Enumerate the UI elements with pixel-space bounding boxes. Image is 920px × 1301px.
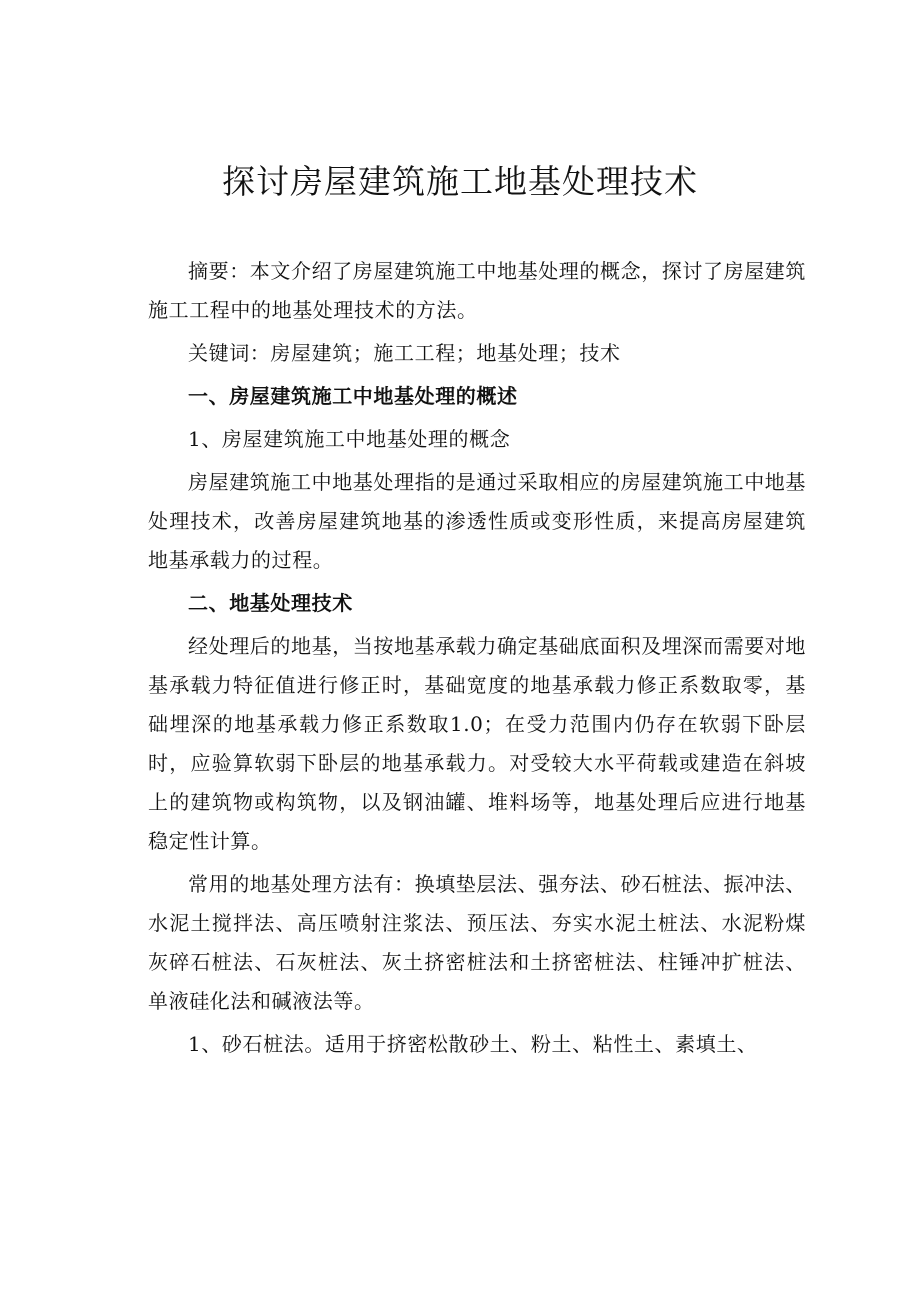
document-body — [148, 252, 806, 1068]
abstract-paragraph: 摘要：本文介绍了房屋建筑施工中地基处理的概念，探讨了房屋建筑施工工程中的地基处理技术的方法。 — [148, 259, 806, 322]
section2-heading: 二、地基处理技术 — [188, 591, 353, 615]
keywords-paragraph: 关键词：房屋建筑；施工工程；地基处理；技术 — [188, 341, 621, 365]
section1-subheading: 1、房屋建筑施工中地基处理的概念 — [188, 427, 511, 451]
section2-paragraph-1: 经处理后的地基，当按地基承载力确定基础底面积及埋深而需要对地基承载力特征值进行修正时，基础宽度的地基承载力修正系数取零，基础埋深的地基承载力修正系数取1.0；在受力范围内仍存在软弱下卧层时，应验算软弱下卧层的地基承载力。对受较大水平荷载或建造在斜坡上的建筑物或构筑物，以及钢油罐、堆料场等，地基处理后应进行地基稳定性计算。 — [148, 634, 806, 853]
section1-heading: 一、房屋建筑施工中地基处理的概述 — [188, 384, 518, 408]
document-title: 探讨房屋建筑施工地基处理技术 — [222, 162, 698, 201]
section2-paragraph-3: 1、砂石桩法。适用于挤密松散砂土、粉土、粘性土、素填土、 — [188, 1032, 758, 1056]
section2-paragraph-2: 常用的地基处理方法有：换填垫层法、强夯法、砂石桩法、振冲法、水泥土搅拌法、高压喷射注浆法、预压法、夯实水泥土桩法、水泥粉煤灰碎石桩法、石灰桩法、灰土挤密桩法和土挤密桩法、柱锤冲扩桩法、单液硅化法和碱液法等。 — [148, 872, 806, 1013]
section1-paragraph: 房屋建筑施工中地基处理指的是通过采取相应的房屋建筑施工中地基处理技术，改善房屋建筑地基的渗透性质或变形性质，来提高房屋建筑地基承载力的过程。 — [148, 470, 806, 572]
